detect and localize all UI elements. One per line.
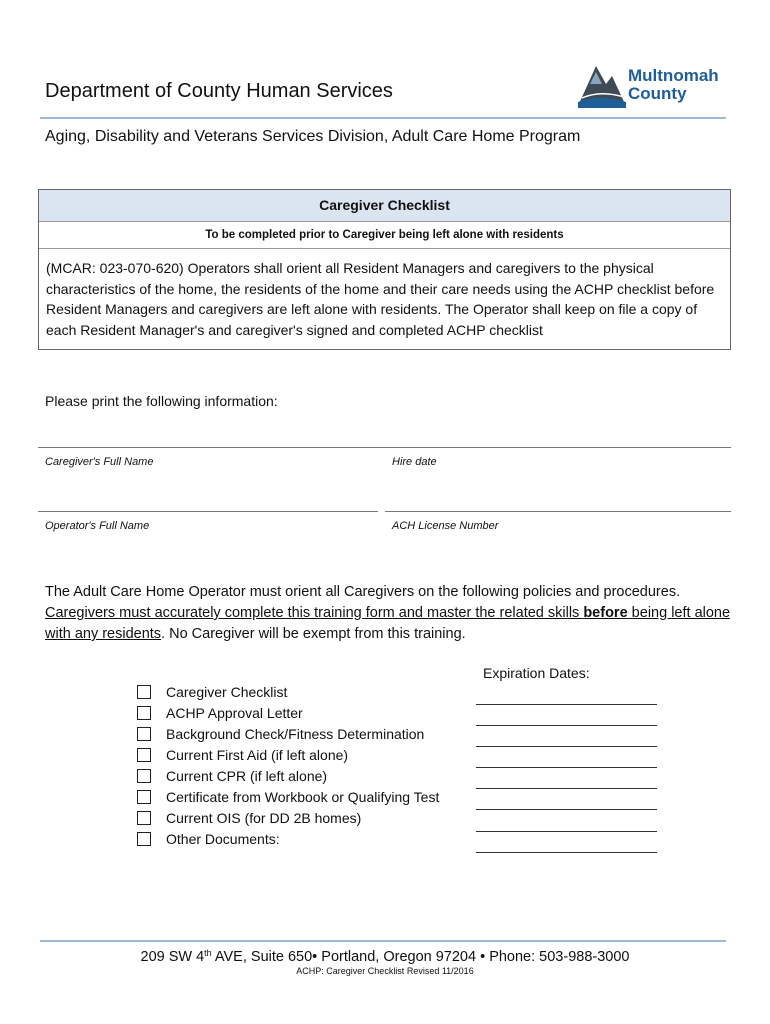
policy-underline-2: being left alone with any residents	[45, 605, 731, 642]
division-title: Aging, Disability and Veterans Services Division, Adult Care Home Program	[45, 128, 581, 145]
item-label: Certificate from Workbook or Qualifying Test	[166, 789, 440, 805]
header-rule	[40, 117, 726, 119]
operator-name-label: Operator's Full Name	[45, 520, 150, 532]
item-label: Other Documents:	[166, 831, 280, 847]
item-label: Current OIS (for DD 2B homes)	[166, 810, 362, 826]
expiration-date-line[interactable]	[476, 852, 657, 853]
item-label: Current CPR (if left alone)	[166, 768, 328, 784]
expiration-date-line[interactable]	[476, 746, 657, 747]
expiration-date-line[interactable]	[476, 725, 657, 726]
checkbox[interactable]	[137, 790, 151, 804]
checklist-item[interactable]	[137, 705, 303, 722]
checklist-item[interactable]	[137, 747, 348, 764]
checklist-item[interactable]	[137, 726, 424, 743]
policy-tail: . No Caregiver will be exempt from this training.	[161, 626, 466, 642]
checklist-item[interactable]	[137, 768, 327, 785]
address-part-1: 209 SW 4	[140, 949, 205, 965]
checklist-title: Caregiver Checklist	[39, 190, 730, 222]
hire-date-label: Hire date	[392, 456, 437, 468]
expiration-date-line[interactable]	[476, 809, 657, 810]
footer-address	[0, 948, 770, 965]
checklist-item[interactable]	[137, 831, 280, 848]
item-label: Caregiver Checklist	[166, 684, 288, 700]
expiration-date-line[interactable]	[476, 788, 657, 789]
policy-bold-before: before	[583, 605, 628, 621]
item-label: ACHP Approval Letter	[166, 705, 303, 721]
expiration-dates-title: Expiration Dates:	[483, 665, 590, 681]
checkbox[interactable]	[137, 727, 151, 741]
checklist-item[interactable]	[137, 789, 439, 806]
expiration-date-line[interactable]	[476, 767, 657, 768]
logo-text	[628, 67, 719, 103]
item-label: Current First Aid (if left alone)	[166, 747, 349, 763]
checkbox[interactable]	[137, 769, 151, 783]
checkbox[interactable]	[137, 811, 151, 825]
checklist-regulation-text: (MCAR: 023-070-620) Operators shall orient all Resident Managers and caregivers to the physical characteristics of the home, the residents of the home and their care needs using the ACHP checklist before Resident Managers and caregivers are left alone with residents. The Operator shall keep on file a copy of each Resident Manager's and caregiver's signed and completed ACHP checklist	[46, 260, 715, 338]
item-label: Background Check/Fitness Determination	[166, 726, 425, 742]
expiration-date-line[interactable]	[476, 831, 657, 832]
policy-paragraph	[45, 582, 735, 645]
footer-rule	[40, 940, 726, 942]
checklist-box	[38, 189, 731, 350]
caregiver-info-line[interactable]	[38, 447, 731, 448]
license-number-label: ACH License Number	[392, 520, 499, 532]
revision-note: ACHP: Caregiver Checklist Revised 11/2016	[296, 966, 474, 976]
caregiver-name-label: Caregiver's Full Name	[45, 456, 154, 468]
checkbox[interactable]	[137, 832, 151, 846]
department-title: Department of County Human Services	[45, 80, 393, 102]
operator-name-line[interactable]	[38, 511, 378, 512]
logo-line-1: Multnomah	[628, 66, 719, 85]
policy-line-1: The Adult Care Home Operator must orient all Caregivers on the following policies and procedures.	[45, 584, 681, 600]
logo-line-2: County	[628, 84, 687, 103]
checkbox[interactable]	[137, 706, 151, 720]
license-number-line[interactable]	[385, 511, 731, 512]
checklist-item[interactable]	[137, 684, 287, 701]
checklist-subtitle: To be completed prior to Caregiver being left alone with residents	[39, 222, 730, 249]
address-part-2: AVE, Suite 650• Portland, Oregon 97204 • Phone: 503-988-3000	[211, 949, 630, 965]
checkbox[interactable]	[137, 748, 151, 762]
checklist-item[interactable]	[137, 810, 361, 827]
address-superscript: th	[204, 948, 212, 958]
expiration-date-line[interactable]	[476, 704, 657, 705]
checkbox[interactable]	[137, 685, 151, 699]
info-prompt: Please print the following information:	[45, 393, 278, 409]
policy-underline-1: Caregivers must accurately complete this training form and master the related skills	[45, 605, 584, 621]
